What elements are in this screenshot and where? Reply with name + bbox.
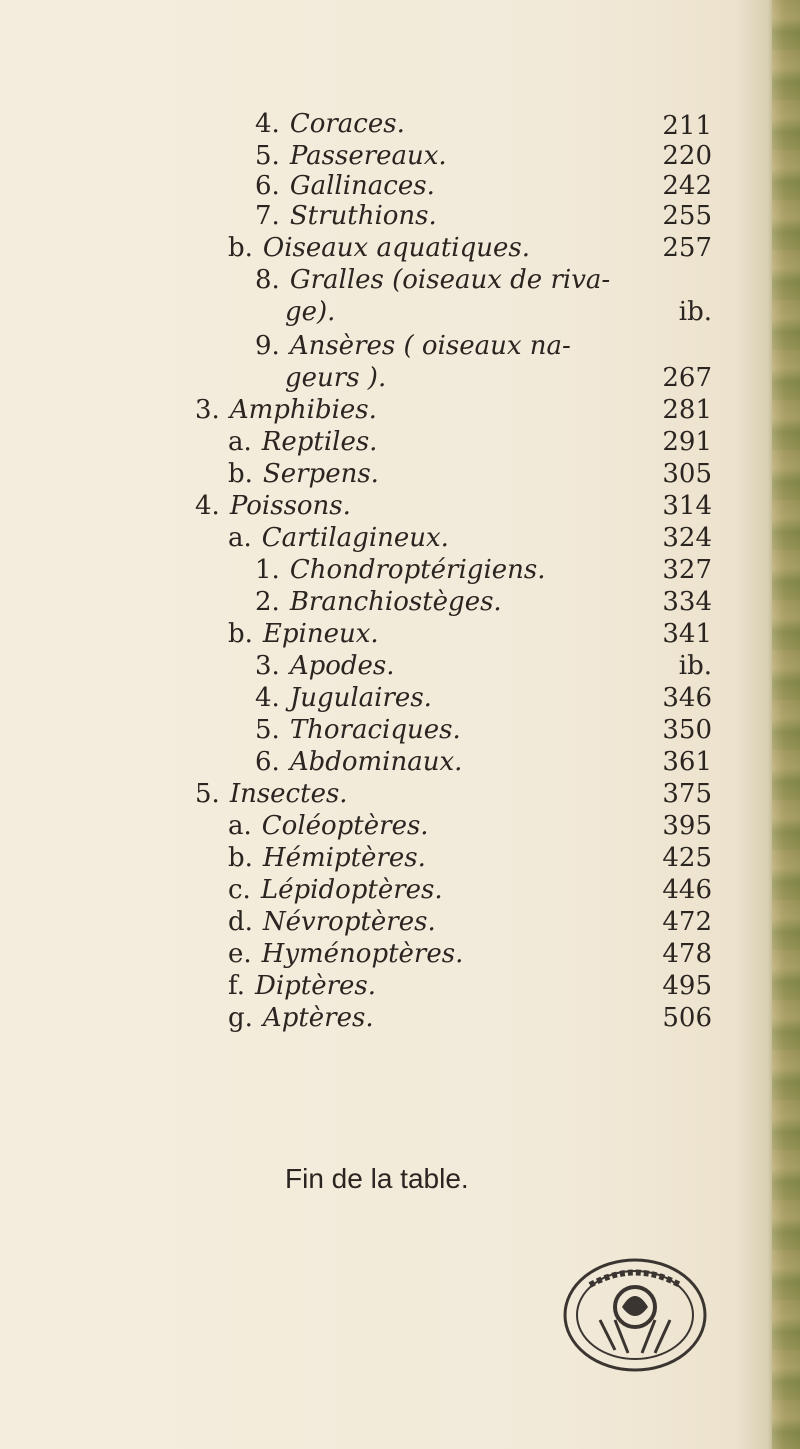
toc-entry <box>255 586 502 618</box>
entry-page: 291 <box>662 427 712 457</box>
entry-title: Abdominaux. <box>289 747 463 777</box>
entry-mark: g. <box>228 1003 253 1033</box>
entry-mark: b. <box>228 459 253 489</box>
toc-entry <box>255 682 432 714</box>
entry-mark: b. <box>228 843 253 873</box>
entry-page: 495 <box>662 971 712 1001</box>
entry-mark: 3. <box>195 395 220 425</box>
toc-entry <box>255 330 571 362</box>
entry-mark: 7. <box>255 201 280 231</box>
entry-page: 375 <box>662 779 712 809</box>
entry-title: Branchiostèges. <box>289 587 502 617</box>
entry-page: 425 <box>662 843 712 873</box>
entry-title: Lépidoptères. <box>260 875 443 905</box>
entry-title: Hyménoptères. <box>261 939 464 969</box>
toc-entry <box>255 140 447 172</box>
entry-mark: 4. <box>195 491 220 521</box>
toc-entry <box>228 810 429 842</box>
entry-page: 220 <box>662 141 712 171</box>
entry-mark: f. <box>228 971 245 1001</box>
entry-page: 324 <box>662 523 712 553</box>
end-of-table-text: Fin de la table. <box>285 1163 469 1194</box>
library-stamp-icon <box>560 1255 710 1375</box>
entry-page: 341 <box>662 619 712 649</box>
entry-page: 395 <box>662 811 712 841</box>
entry-page: 346 <box>662 683 712 713</box>
entry-title: Oiseaux aquatiques. <box>262 233 530 263</box>
toc-entry <box>228 232 530 264</box>
entry-mark: 6. <box>255 171 280 201</box>
toc-entry <box>228 874 443 906</box>
entry-title: geurs ). <box>285 363 387 393</box>
entry-page: 478 <box>662 939 712 969</box>
entry-title: Thoraciques. <box>289 715 461 745</box>
entry-title: Jugulaires. <box>289 683 432 713</box>
entry-title: Hémiptères. <box>262 843 426 873</box>
book-spine-edge <box>772 0 800 1449</box>
entry-title: Ansères ( oiseaux na- <box>289 331 571 361</box>
entry-title: Serpens. <box>262 459 379 489</box>
entry-title: Chondroptérigiens. <box>289 555 546 585</box>
entry-mark: c. <box>228 875 251 905</box>
toc-entry <box>275 296 335 328</box>
toc-entry <box>228 426 377 458</box>
entry-title: Insectes. <box>229 779 348 809</box>
entry-mark: 5. <box>255 141 280 171</box>
toc-entry <box>228 938 463 970</box>
entry-page: 267 <box>662 363 712 393</box>
entry-title: Aptères. <box>262 1003 374 1033</box>
entry-title: Passereaux. <box>289 141 447 171</box>
toc-entry <box>275 362 386 394</box>
entry-title: Diptères. <box>254 971 377 1001</box>
entry-title: Amphibies. <box>229 395 377 425</box>
entry-page: 361 <box>662 747 712 777</box>
toc-entry <box>228 906 436 938</box>
toc-entry <box>228 618 379 650</box>
entry-title: Poissons. <box>229 491 351 521</box>
entry-title: Gralles (oiseaux de riva- <box>289 265 611 295</box>
toc-entry <box>228 970 376 1002</box>
entry-title: Struthions. <box>289 201 437 231</box>
entry-title: Névroptères. <box>262 907 436 937</box>
entry-title: Gallinaces. <box>289 171 435 201</box>
entry-page: 446 <box>662 875 712 905</box>
entry-page: 350 <box>662 715 712 745</box>
toc-entry <box>195 778 348 810</box>
entry-page: 334 <box>662 587 712 617</box>
toc-entry <box>255 650 395 682</box>
entry-page: 257 <box>662 233 712 263</box>
entry-page: 472 <box>662 907 712 937</box>
entry-page: ib. <box>678 651 712 681</box>
entry-title: ge). <box>285 297 336 327</box>
entry-mark: 4. <box>255 109 280 139</box>
toc-entry <box>255 108 405 140</box>
toc-entry <box>255 714 461 746</box>
entry-mark: b. <box>228 233 253 263</box>
toc-entry <box>255 746 462 778</box>
entry-page: 305 <box>662 459 712 489</box>
entry-page: 255 <box>662 201 712 231</box>
entry-title: Cartilagineux. <box>261 523 449 553</box>
entry-page: 506 <box>662 1003 712 1033</box>
entry-title: Coraces. <box>289 109 405 139</box>
entry-mark: 3. <box>255 651 280 681</box>
entry-mark: 6. <box>255 747 280 777</box>
entry-mark: 5. <box>195 779 220 809</box>
entry-title: Reptiles. <box>261 427 378 457</box>
entry-page: 314 <box>662 491 712 521</box>
entry-mark: 5. <box>255 715 280 745</box>
entry-mark: 4. <box>255 683 280 713</box>
toc-entry <box>195 490 351 522</box>
entry-mark: e. <box>228 939 252 969</box>
entry-mark: 2. <box>255 587 280 617</box>
toc-entry <box>255 200 437 232</box>
entry-title: Coléoptères. <box>261 811 429 841</box>
entry-page: 242 <box>662 171 712 201</box>
toc-entry <box>195 394 377 426</box>
entry-mark: 9. <box>255 331 280 361</box>
entry-mark: a. <box>228 811 252 841</box>
entry-page <box>622 264 712 296</box>
entry-page: 281 <box>662 395 712 425</box>
entry-mark: 8. <box>255 265 280 295</box>
entry-mark: a. <box>228 523 252 553</box>
toc-entry <box>228 842 426 874</box>
entry-mark: b. <box>228 619 253 649</box>
toc-entry <box>255 554 546 586</box>
entry-page: 327 <box>662 555 712 585</box>
toc-entry <box>255 170 435 202</box>
toc-entry <box>255 264 610 296</box>
toc-entry <box>228 522 449 554</box>
entry-title: Apodes. <box>289 651 395 681</box>
entry-mark: d. <box>228 907 253 937</box>
entry-title: Epineux. <box>262 619 379 649</box>
entry-page: ib. <box>678 297 712 327</box>
toc-entry <box>228 1002 374 1034</box>
entry-mark: a. <box>228 427 252 457</box>
entry-page: 211 <box>662 111 712 141</box>
toc-entry <box>228 458 379 490</box>
entry-page <box>622 330 712 362</box>
entry-mark: 1. <box>255 555 280 585</box>
